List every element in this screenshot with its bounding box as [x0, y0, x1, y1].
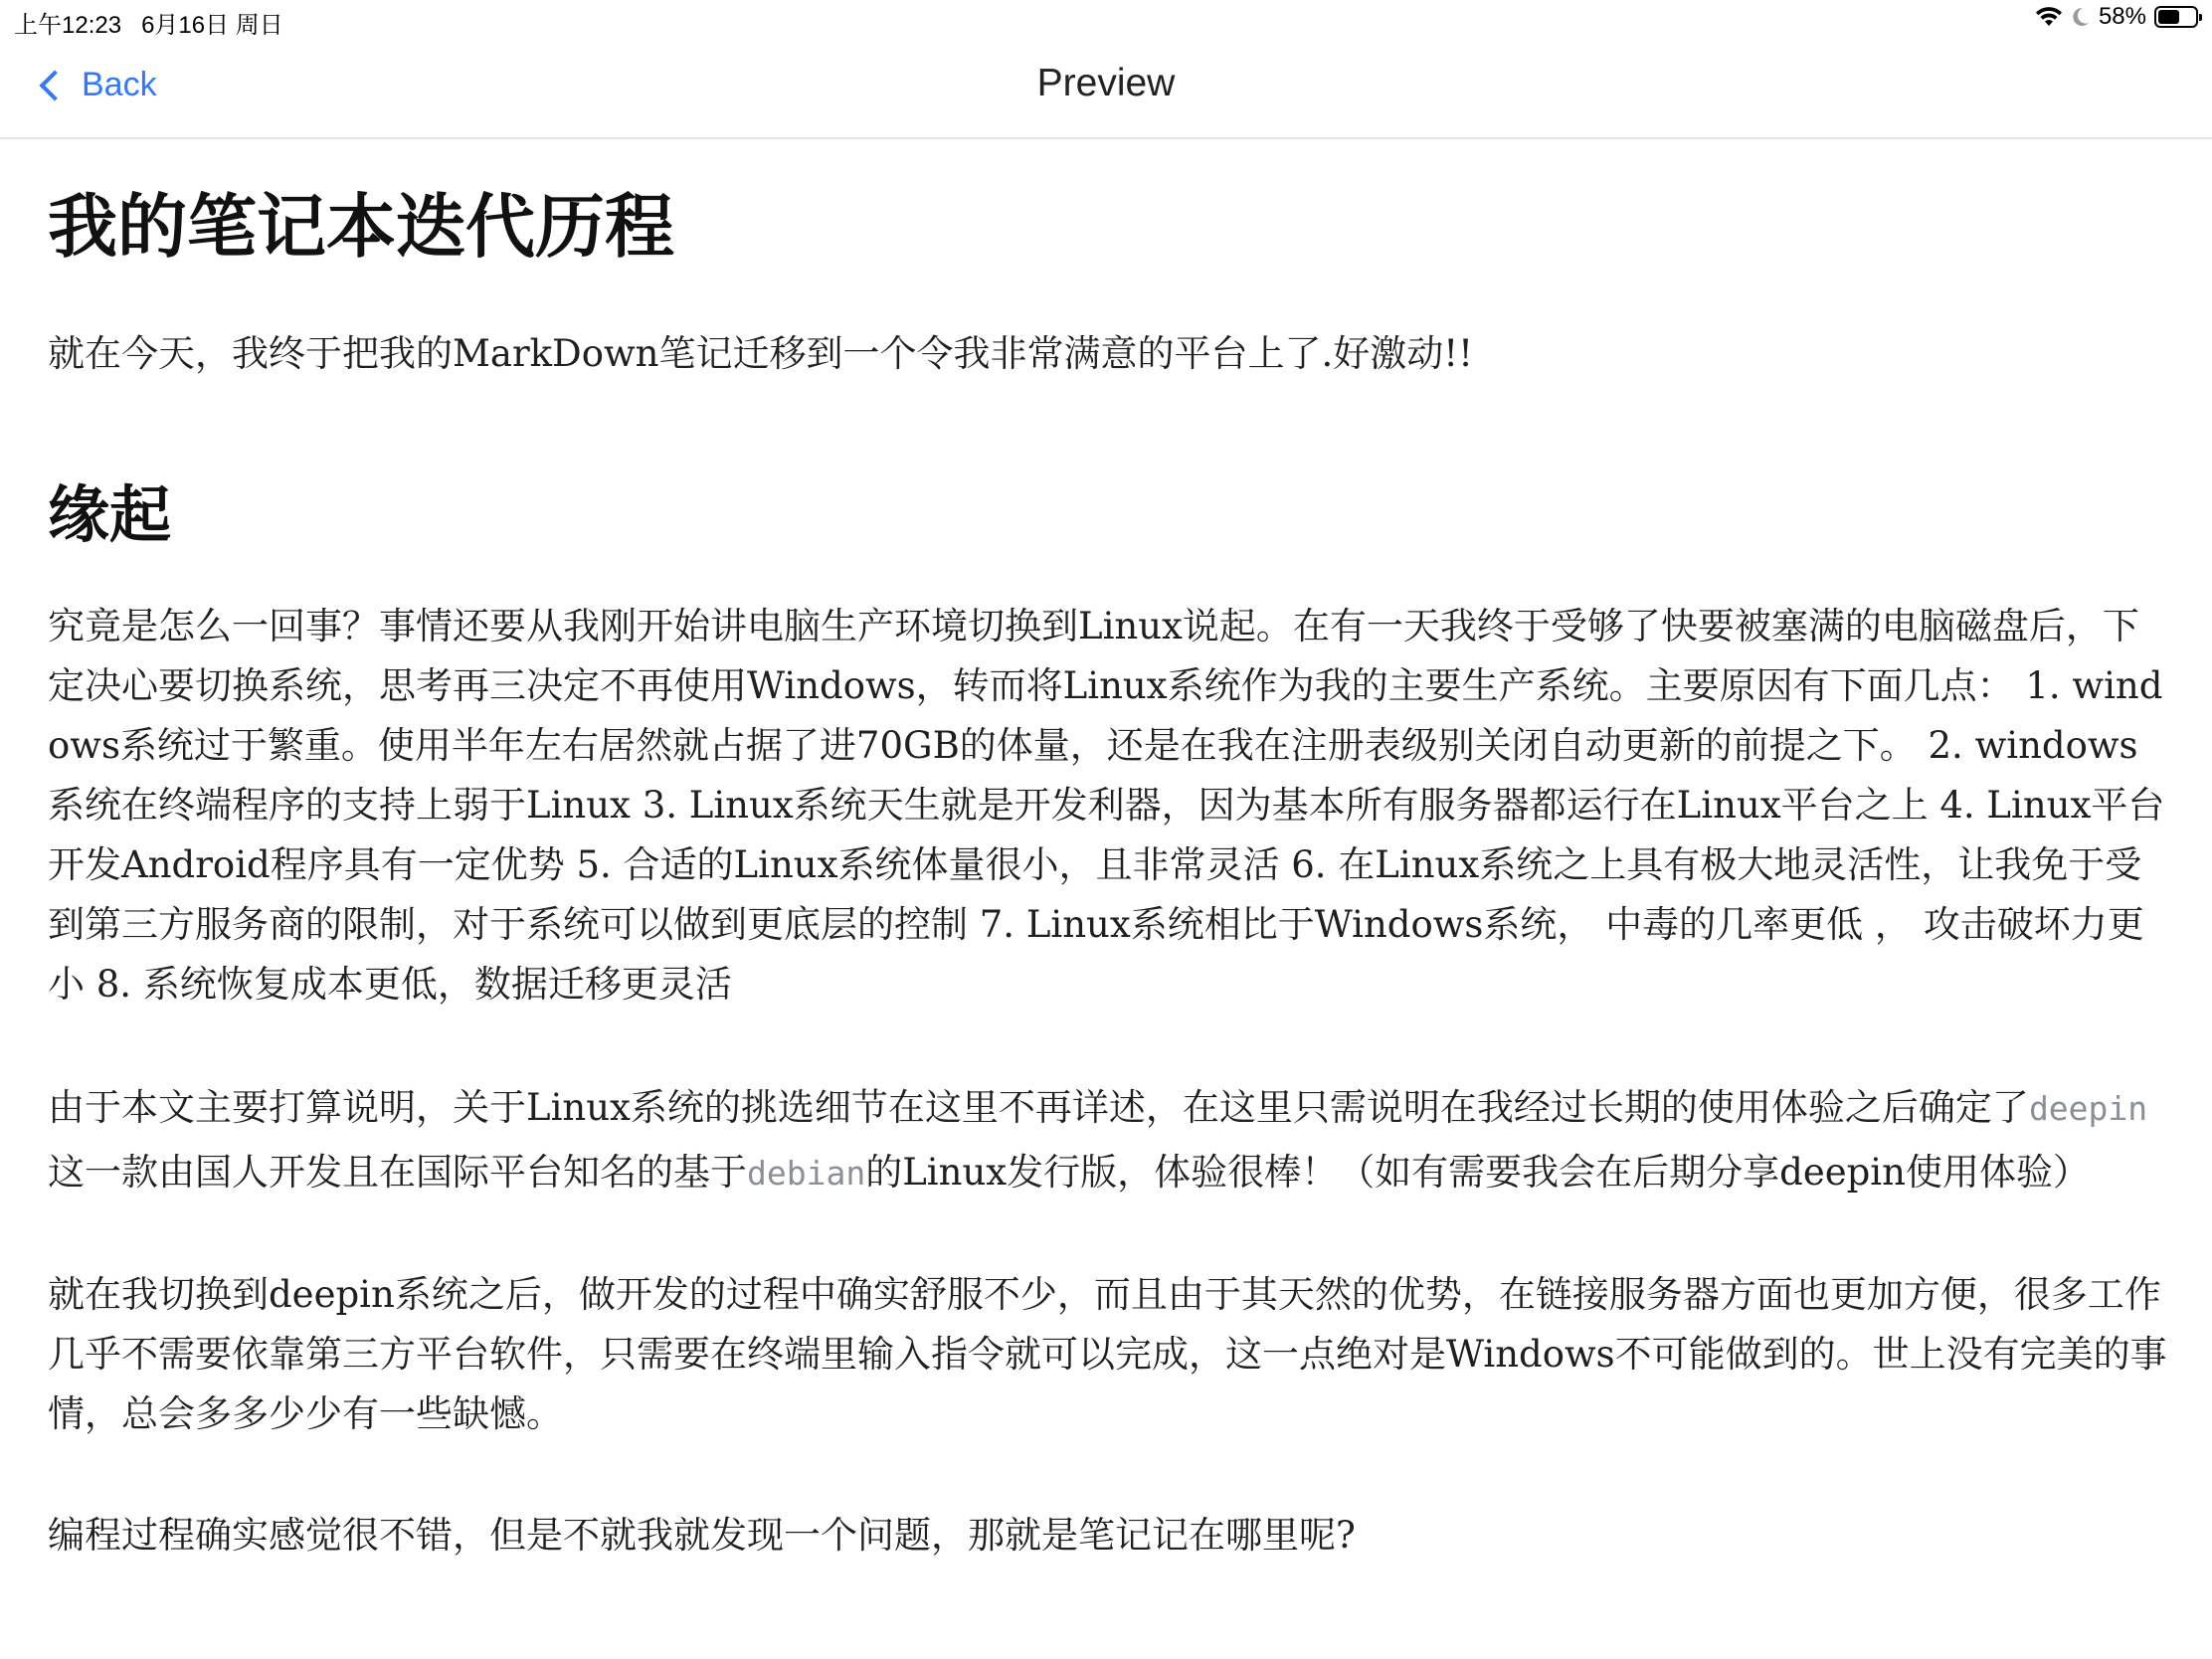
inline-code-deepin: deepin: [2028, 1089, 2148, 1128]
battery-percent: 58%: [2098, 3, 2146, 30]
wifi-icon: [2035, 6, 2063, 28]
status-clock: 上午12:23: [14, 12, 122, 39]
inline-code-debian: debian: [747, 1154, 866, 1193]
document-content: [48, 139, 2172, 1566]
paragraph-distro: [48, 1076, 2172, 1205]
paragraph-distro-text-b: 这一款由国人开发且在国际平台知名的基于: [48, 1151, 747, 1194]
paragraph-distro-text-a: 由于本文主要打算说明，关于Linux系统的挑选细节在这里不再详述，在这里只需说明在我经过长期的使用体验之后确定了: [48, 1086, 2029, 1129]
status-bar: [0, 0, 2212, 40]
nav-title: Preview: [1036, 62, 1176, 104]
paragraph-origin: 究竟是怎么一回事？事情还要从我刚开始讲电脑生产环境切换到Linux说起。在有一天我终于受够了快要被塞满的电脑磁盘后，下定决心要切换系统，思考再三决定不再使用Windows，转而将Linux系统作为我的主要生产系统。主要原因有下面几点： 1. windows系统过于繁重。使用半年左右居然就占据了进70GB的体量，还是在我在注册表级别关闭自动更新的前提之下。 2. windows系统在终端程序的支持上弱于Linux 3. Linux系统天生就是开发利器，因为基本所有服务器都运行在Linux平台之上 4. Linux平台开发Android程序具有一定优势 5. 合适的Linux系统体量很小，且非常灵活 6. 在Linux系统之上具有极大地灵活性，让我免于受到第三方服务商的限制，对于系统可以做到更底层的控制 7. Linux系统相比于Windows系统， 中毒的几率更低 ， 攻击破坏力更小 8. 系统恢复成本更低，数据迁移更灵活: [48, 605, 2165, 1006]
battery-fill: [2158, 10, 2179, 24]
moon-icon: [2071, 6, 2091, 28]
paragraph-distro-text-c: 的Linux发行版，体验很棒！（如有需要我会在后期分享deepin使用体验）: [865, 1151, 2090, 1194]
battery-icon: [2154, 6, 2198, 28]
intro-paragraph: 就在今天，我终于把我的MarkDown笔记迁移到一个令我非常满意的平台上了.好激动!!: [48, 332, 1473, 375]
section-title: 缘起: [48, 478, 172, 551]
status-indicators: [2035, 3, 2198, 31]
navigation-bar: [0, 40, 2212, 139]
status-time: [14, 5, 283, 40]
status-date: 6月16日 周日: [141, 12, 283, 39]
paragraph-experience: 就在我切换到deepin系统之后，做开发的过程中确实舒服不少，而且由于其天然的优势，在链接服务器方面也更加方便，很多工作几乎不需要依靠第三方平台软件，只需要在终端里输入指令就可以完成，这一点绝对是Windows不可能做到的。世上没有完美的事情，总会多多少少有一些缺憾。: [48, 1273, 2167, 1435]
back-label: Back: [82, 66, 157, 103]
document-title: 我的笔记本迭代历程: [48, 186, 674, 268]
paragraph-question: 编程过程确实感觉很不错，但是不就我就发现一个问题，那就是笔记记在哪里呢?: [48, 1514, 1356, 1557]
